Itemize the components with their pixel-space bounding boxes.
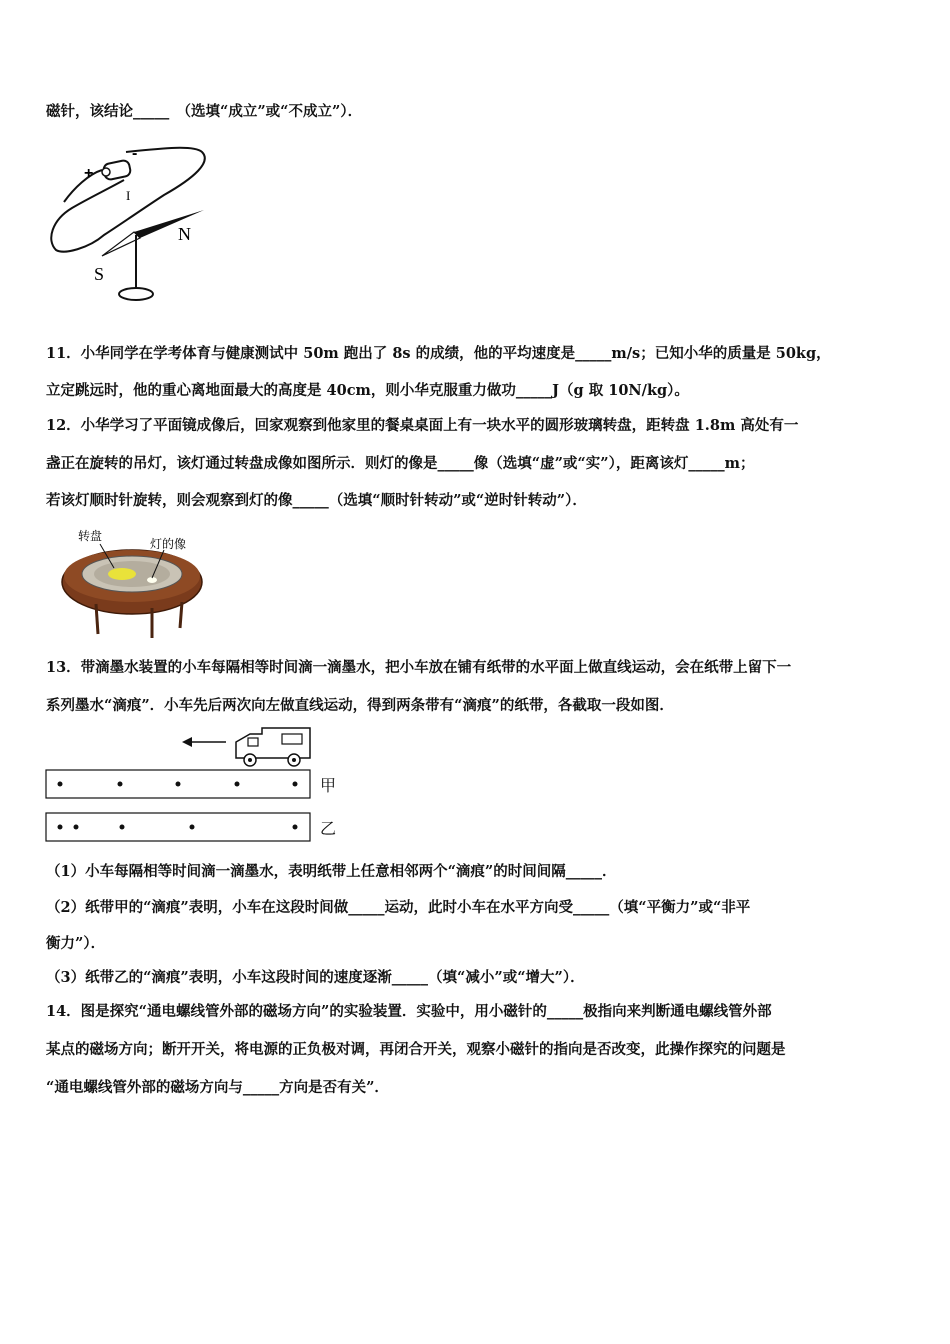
current-label: I (126, 188, 131, 203)
tape-b (46, 813, 310, 841)
line-q11-a: 11．小华同学在学考体育与健康测试中 50m 跑出了 8s 的成绩，他的平均速度是_____m/s；已知小华的质量是 50kg， (46, 345, 831, 362)
line-q14-b: 某点的磁场方向；断开开关，将电源的正负极对调，再闭合开关，观察小磁针的指向是否改变，此操作探究的问题是 (46, 1041, 786, 1058)
line-q13-a: 13．带滴墨水装置的小车每隔相等时间滴一滴墨水，把小车放在铺有纸带的水平面上做直线运动，会在纸带上留下一 (46, 659, 792, 676)
line-q12-a: 12．小华学习了平面镜成像后，回家观察到他家里的餐桌桌面上有一块水平的圆形玻璃转盘，距转盘 1.8m 高处有一 (46, 417, 799, 434)
figure-round-table (56, 524, 216, 644)
ink-drop (190, 825, 195, 830)
line-q13-1: （1）小车每隔相等时间滴一滴墨水，表明纸带上任意相邻两个“滴痕”的时间间隔_____． (46, 863, 617, 880)
lamp-image-label: 灯的像 (150, 537, 187, 551)
ink-drop (58, 782, 63, 787)
line-q12-b: 盏正在旋转的吊灯，该灯通过转盘成像如图所示．则灯的像是_____像（选填“虚”或“实”），距离该灯_____m； (46, 455, 755, 472)
turntable-label: 转盘 (78, 529, 103, 543)
ink-drop (293, 825, 298, 830)
line-q10-end: 磁针，该结论_____ （选填“成立”或“不成立”）． (46, 103, 363, 120)
ink-drop (118, 782, 123, 787)
figure-wire-compass (44, 140, 214, 310)
ink-drop (235, 782, 240, 787)
line-q11-b: 立定跳远时，他的重心离地面最大的高度是 40cm，则小华克服重力做功_____J（g 取 10N/kg）。 (46, 382, 689, 399)
ink-drop (58, 825, 63, 830)
line-q13-3: （3）纸带乙的“滴痕”表明，小车这段时间的速度逐渐_____（填“减小”或“增大”）． (46, 969, 585, 986)
tape-b-label: 乙 (320, 819, 337, 838)
ink-drop (74, 825, 79, 830)
plus-sign: + (84, 165, 94, 182)
minus-sign: - (132, 145, 138, 162)
figure-cart-arrow (178, 724, 318, 768)
figure-paper-tapes (44, 768, 314, 848)
ink-drop (176, 782, 181, 787)
north-label: N (178, 224, 191, 244)
line-q13-2b: 衡力”）． (46, 935, 106, 952)
ink-drop (120, 825, 125, 830)
south-label: S (94, 264, 105, 284)
ink-drop (293, 782, 298, 787)
line-q13-b: 系列墨水“滴痕”．小车先后两次向左做直线运动，得到两条带有“滴痕”的纸带，各截取一段如图． (46, 697, 674, 714)
line-q12-c: 若该灯顺时针旋转，则会观察到灯的像_____（选填“顺时针转动”或“逆时针转动”）． (46, 492, 587, 509)
line-q13-2a: （2）纸带甲的“滴痕”表明，小车在这段时间做_____运动，此时小车在水平方向受_____（填“平衡力”或“非平 (46, 899, 751, 916)
line-q14-c: “通电螺线管外部的磁场方向与_____方向是否有关”． (46, 1079, 389, 1096)
line-q14-a: 14．图是探究“通电螺线管外部的磁场方向”的实验装置．实验中，用小磁针的_____极指向来判断通电螺线管外部 (46, 1003, 772, 1020)
tape-a-label: 甲 (320, 776, 337, 795)
